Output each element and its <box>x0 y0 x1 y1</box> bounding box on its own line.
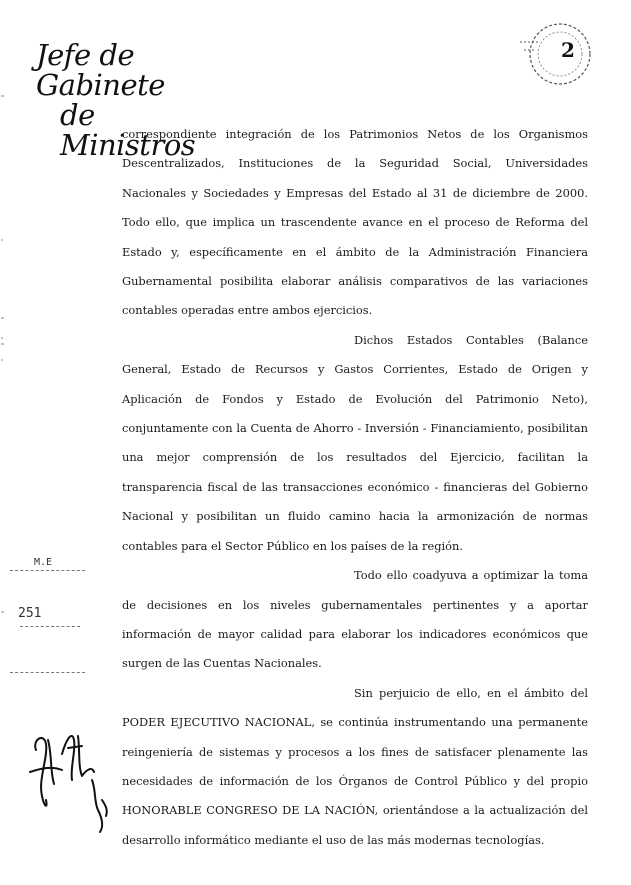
margin-line <box>10 570 85 572</box>
page-number: 2 <box>561 38 575 62</box>
margin-note-number: 251 <box>18 606 42 621</box>
paragraph-2: Dichos Estados Contables (Balance General, Estado de Recursos y Gastos Corrientes, Estado de Origen y Aplicación de Fondos y Estado de Evolución del Patrimonio Neto), conjuntamente con la Cuenta de Ahorro - Inversión - Financiamiento, posibilitan una mejor comprensión de los resultados del Ejercicio, facilitan la transparencia fiscal de las transacciones económico - financieras del Gobierno Nacional y posibilitan un fluido camino hacia la armonización de normas contables para el Sector Público en los países de la región. <box>122 332 588 553</box>
margin-line <box>20 626 80 628</box>
scan-edge-marks <box>0 0 6 881</box>
folio-stamp <box>520 16 596 92</box>
paragraph-4: Sin perjuicio de ello, en el ámbito del PODER EJECUTIVO NACIONAL, se continúa instrumentando una permanente reingeniería de sistemas y procesos a los fines de satisfacer plenamente las necesidades de información de los Órganos de Control Público y del propio HONORABLE CONGRESO DE LA NACIÓN, orientándose a la actualización del desarrollo informático mediante el uso de las más modernas tecnologías. <box>122 685 588 847</box>
paragraph-3: Todo ello coadyuva a optimizar la toma de decisiones en los niveles gubernamentales pertinentes y a aportar información de mayor calidad para elaborar los indicadores económicos que surgen de las Cuentas Nacionales. <box>122 568 588 671</box>
letterhead-line-2: de Ministros <box>60 98 196 162</box>
document-body <box>122 120 588 855</box>
handwritten-signatures <box>22 710 132 850</box>
margin-note-initials: M.E <box>34 557 53 568</box>
letterhead-line-1: Jefe de Gabinete <box>36 38 165 102</box>
paragraph-1: correspondiente integración de los Patrimonios Netos de los Organismos Descentralizados, Instituciones de la Seguridad Social, Universidades Nacionales y Sociedades y Empresas del Estado al 31 de diciembre de 2000. Todo ello, que implica un trascendente avance en el proceso de Reforma del Estado y, específicamente en el ámbito de la Administración Financiera Gubernamental posibilita elaborar análisis comparativos de las variaciones contables operadas entre ambos ejercicios. <box>122 127 588 318</box>
margin-line <box>10 672 85 674</box>
